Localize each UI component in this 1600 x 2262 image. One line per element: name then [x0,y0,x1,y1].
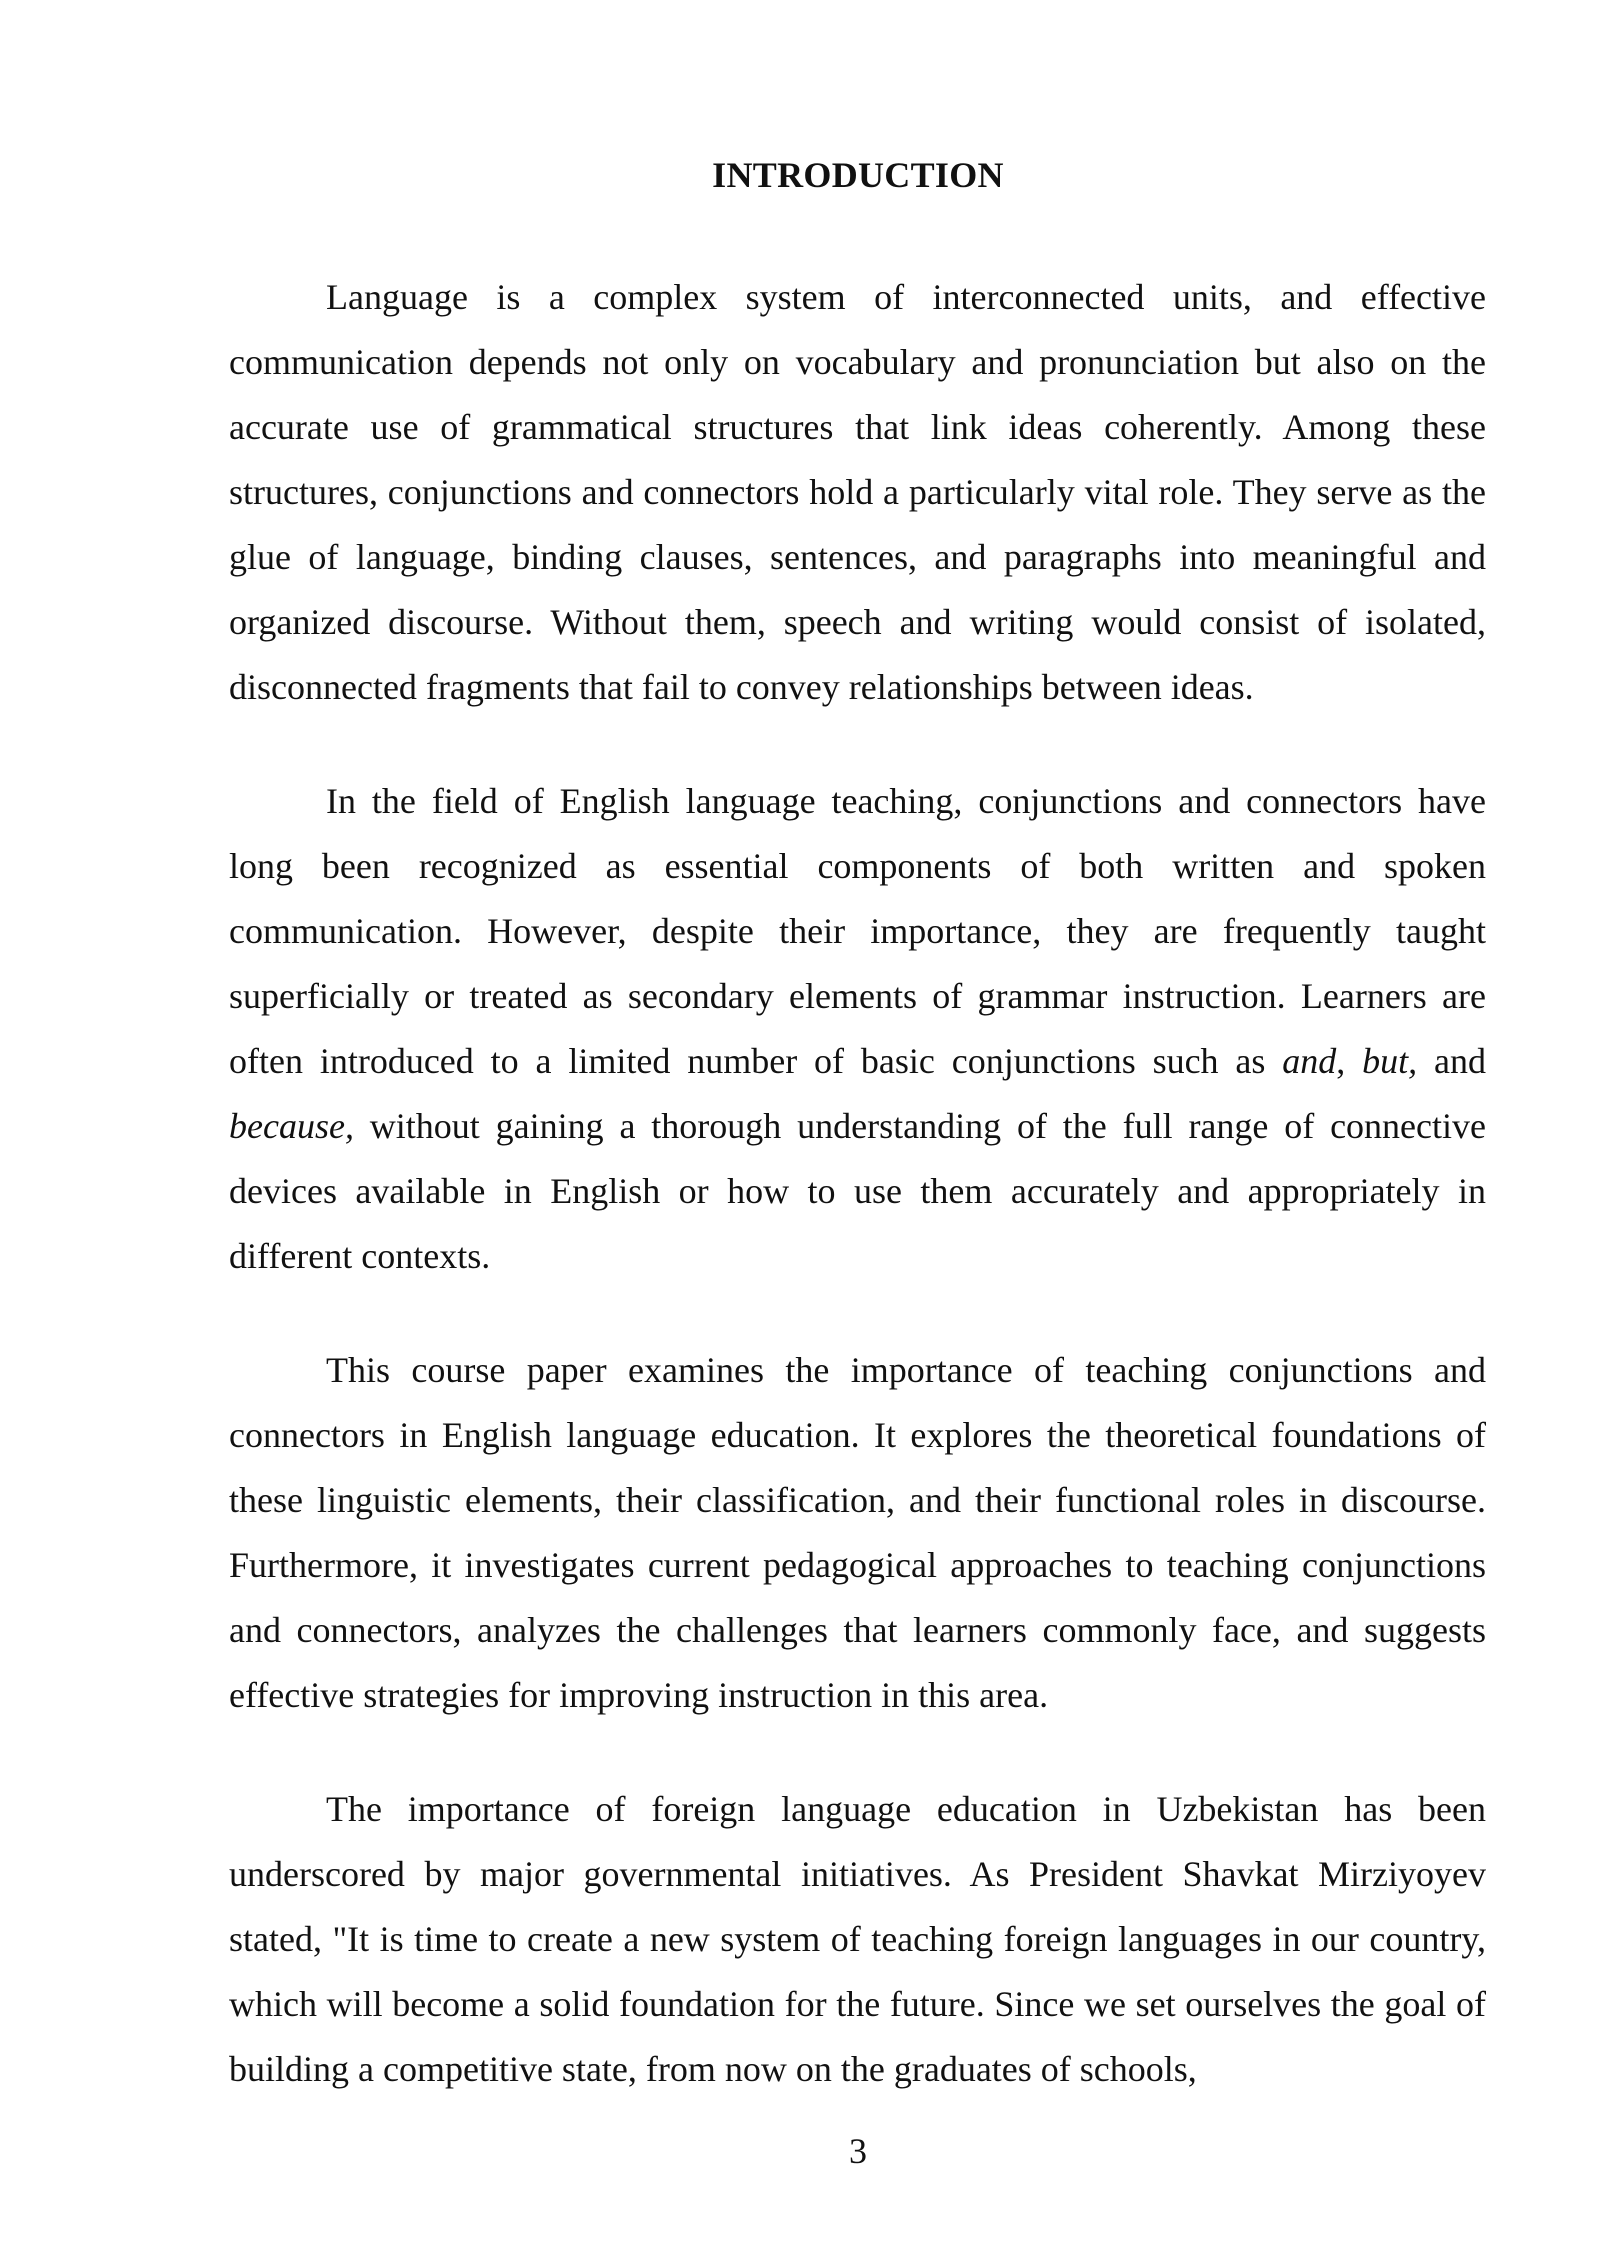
example-conjunction-and: and [1282,1041,1337,1081]
paragraph-1: Language is a complex system of interconnected units, and effective communication depends not only on vocabulary and pronunciation but also on the accurate use of grammatical structures that link ideas coherently. Among these structures, conjunctions and connectors hold a particularly vital role. They serve as the glue of language, binding clauses, sentences, and paragraphs into meaningful and organized discourse. Without them, speech and writing would consist of isolated, disconnected fragments that fail to convey relationships between ideas. [229,277,1486,707]
example-conjunction-because: because, [229,1106,354,1146]
page-number: 3 [849,2131,867,2171]
example-separator-1: , [1336,1041,1363,1081]
paragraph-2-text-after-examples: without gaining a thorough understanding of the full range of connective devices available in English or how to use them accurately and appropriately in different contexts. [229,1106,1486,1276]
paragraph-3: This course paper examines the importance of teaching conjunctions and connectors in English language education. It explores the theoretical foundations of these linguistic elements, their classification, and their functional roles in discourse. Furthermore, it investigates current pedagogical approaches to teaching conjunctions and connectors, analyzes the challenges that learners commonly face, and suggests effective strategies for improving instruction in this area. [229,1350,1486,1715]
example-separator-2: and [1417,1041,1487,1081]
paragraph-4: The importance of foreign language education in Uzbekistan has been underscored by major governmental initiatives. As President Shavkat Mirziyoyev stated, "It is time to create a new system of teaching foreign languages in our country, which will become a solid foundation for the future. Since we set ourselves the goal of building a competitive state, from now on the graduates of schools, [229,1789,1486,2089]
document-body [229,265,1486,2102]
paragraph-2 [229,769,1486,1289]
example-conjunction-but: but, [1362,1041,1418,1081]
page-title: INTRODUCTION [712,155,1004,195]
paragraph-2-text-before-examples: In the field of English language teaching, conjunctions and connectors have long been recognized as essential components of both written and spoken communication. However, despite their importance, they are frequently taught superficially or treated as secondary elements of grammar instruction. Learners are often introduced to a limited number of basic conjunctions such as [229,781,1486,1081]
